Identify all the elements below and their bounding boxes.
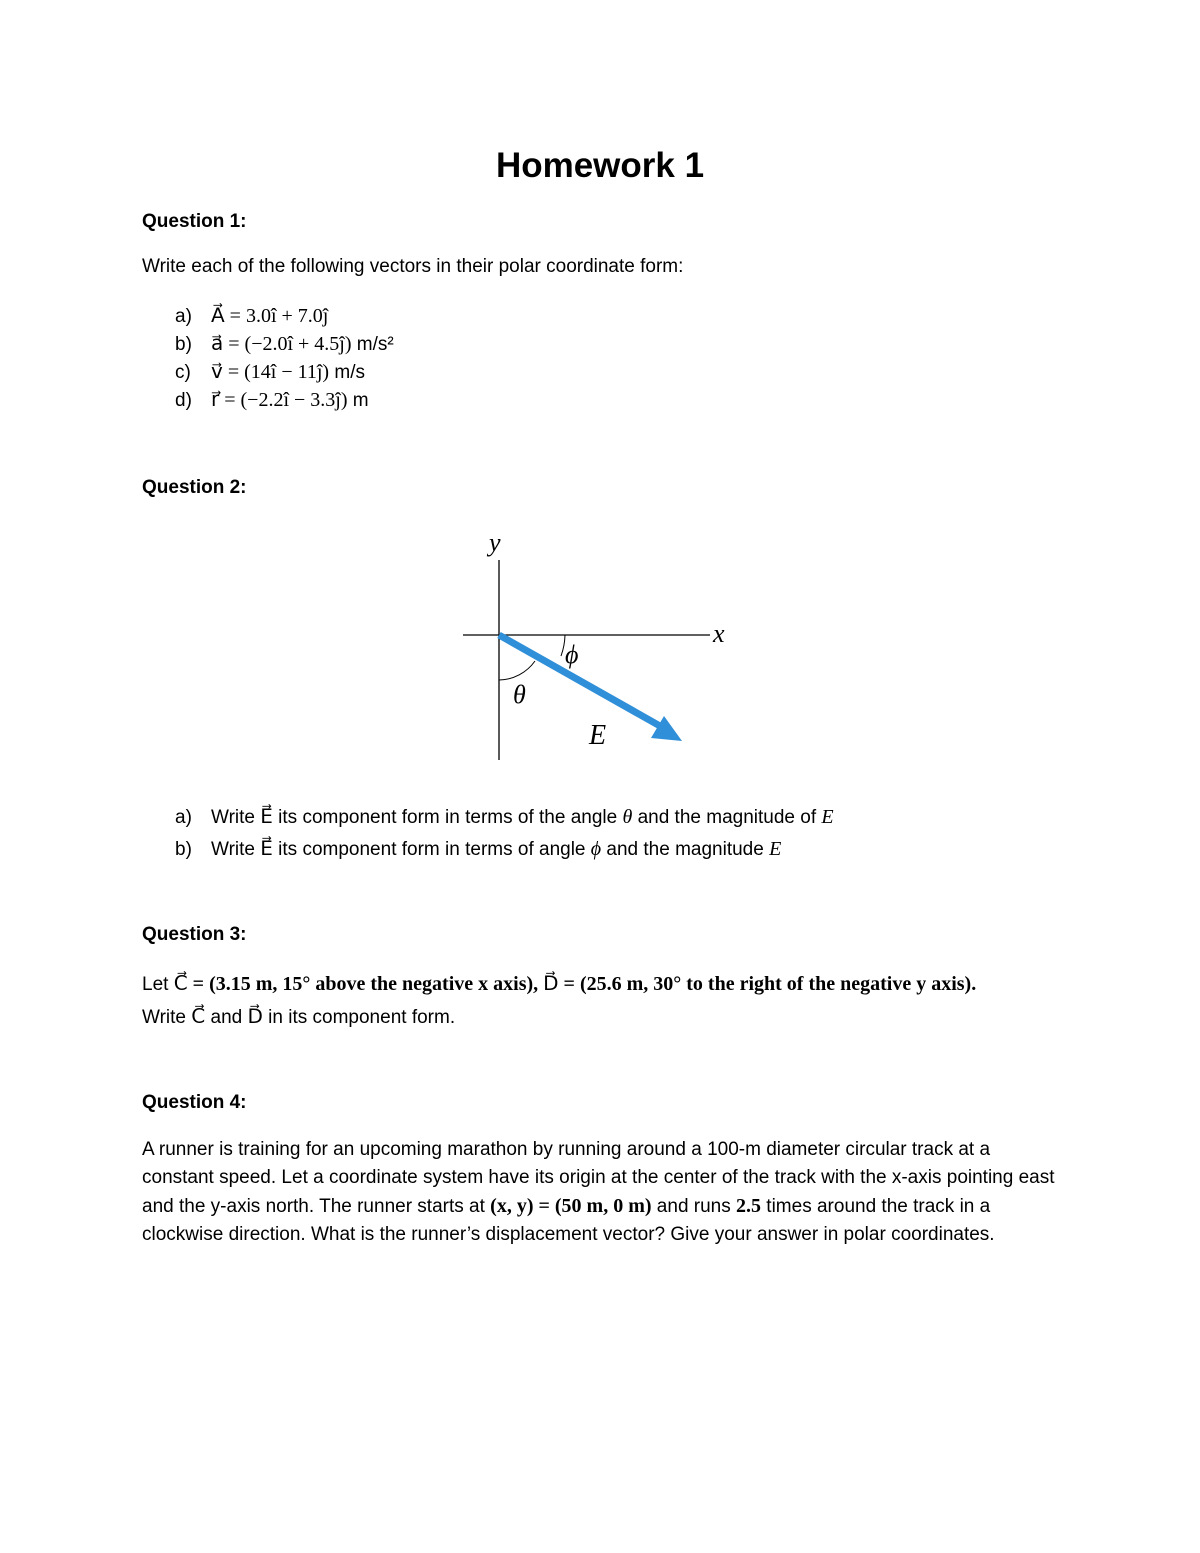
question-2-item-a	[175, 804, 834, 829]
unit-text: m/s²	[351, 334, 394, 355]
page-title: Homework 1	[495, 146, 705, 185]
vector-c-definition: = (3.15 m, 15° above the negative x axis),	[187, 973, 544, 995]
question-1-item-b	[175, 331, 394, 356]
angle-symbol: θ	[622, 806, 633, 828]
question-1-intro: Write each of the following vectors in their polar coordinate form:	[142, 256, 684, 277]
question-1-item-d	[175, 387, 369, 412]
item-text: its component form in terms of angle	[272, 839, 591, 860]
vector-expression: a⃗ = (−2.0î + 4.5ĵ)	[211, 333, 352, 355]
lap-count-math: 2.5	[736, 1195, 762, 1217]
angle-symbol: ϕ	[590, 838, 602, 860]
question-4-heading: Question 4:	[142, 1092, 247, 1113]
question-2-item-b	[175, 836, 781, 861]
item-marker: c)	[175, 362, 191, 383]
vector-expression: r⃗ = (−2.2î − 3.3ĵ)	[211, 389, 348, 411]
vector-d-definition: = (25.6 m, 30° to the right of the negative y axis).	[558, 973, 977, 995]
item-marker: a)	[175, 306, 192, 327]
q4-text: and runs	[651, 1196, 737, 1217]
theta-label: θ	[513, 680, 526, 709]
start-position-math: (x, y) = (50 m, 0 m)	[490, 1195, 652, 1217]
theta-arc	[499, 661, 535, 680]
question-2-heading: Question 2:	[142, 477, 247, 498]
item-text: Write	[211, 839, 261, 860]
vector-symbol: E⃗	[260, 838, 273, 860]
phi-label: ϕ	[565, 640, 579, 669]
vector-c-symbol: C⃗	[191, 1006, 206, 1028]
vector-c-symbol: C⃗	[173, 973, 188, 995]
item-marker: a)	[175, 807, 192, 828]
q3-text: Let	[142, 974, 174, 995]
question-4-paragraph	[142, 1136, 1062, 1249]
question-1-item-c	[175, 359, 365, 384]
item-marker: b)	[175, 334, 192, 355]
question-3-line-1	[142, 971, 976, 996]
unit-text: m	[347, 390, 369, 411]
item-text: and the magnitude of	[632, 807, 822, 828]
vector-expression: A⃗ = 3.0î + 7.0ĵ	[211, 305, 329, 327]
vector-diagram	[455, 525, 745, 765]
item-marker: b)	[175, 839, 192, 860]
item-text: its component form in terms of the angle	[272, 807, 623, 828]
unit-text: m/s	[329, 362, 365, 383]
question-1-item-a	[175, 303, 328, 328]
q4-text: times around the track in a clockwise direction. What is the runner’s displacement vector? Give your answer in polar coordinates.	[142, 1196, 995, 1245]
item-marker: d)	[175, 390, 192, 411]
q3-text: Write	[142, 1007, 192, 1028]
vector-e-label: E⃗	[589, 720, 628, 751]
item-text: Write	[211, 807, 261, 828]
vector-diagram-svg	[455, 525, 745, 765]
question-1-heading: Question 1:	[142, 211, 247, 232]
vector-expression: v⃗ = (14î − 11ĵ)	[211, 361, 330, 383]
magnitude-symbol: E	[769, 838, 782, 860]
item-text: and the magnitude	[601, 839, 770, 860]
q3-text: and	[205, 1007, 248, 1028]
question-3-heading: Question 3:	[142, 924, 247, 945]
q3-text: in its component form.	[262, 1007, 456, 1028]
vector-d-symbol: D⃗	[543, 973, 559, 995]
vector-symbol: E⃗	[260, 806, 273, 828]
x-axis-label: x	[713, 619, 725, 648]
q4-text: A runner is training for an upcoming marathon by running around a 100-m diameter circular track at a constant speed. Let a coordinate system have its origin at the center of the track with the x-axis pointing east and the y-axis north. The runner starts at	[142, 1139, 1055, 1217]
magnitude-symbol: E	[821, 806, 834, 828]
y-axis-label: y	[489, 528, 501, 557]
vector-d-symbol: D⃗	[247, 1006, 263, 1028]
question-3-line-2	[142, 1004, 455, 1029]
